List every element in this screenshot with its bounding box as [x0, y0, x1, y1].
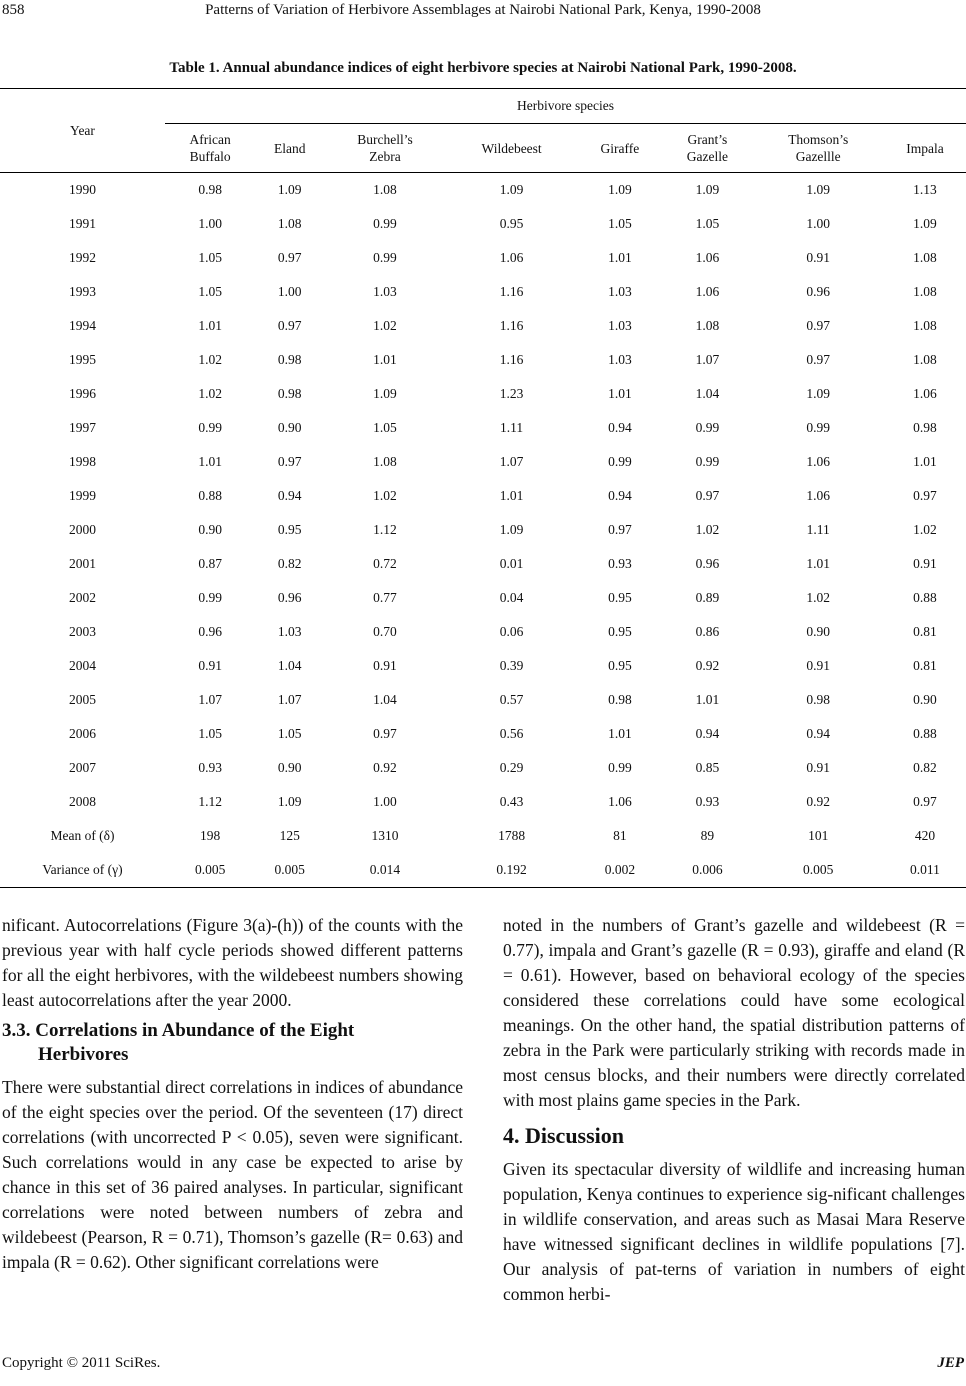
value-cell: 1310	[371, 828, 399, 843]
value-cell: 1.06	[806, 488, 831, 503]
value-cell: 0.72	[373, 556, 397, 571]
value-cell: 1.00	[277, 284, 302, 299]
species-header-line: Buffalo	[189, 149, 231, 164]
value-cell: 0.96	[198, 624, 222, 639]
value-cell: 0.88	[913, 590, 937, 605]
value-cell: 1.01	[198, 318, 222, 333]
year-cell: Mean of (δ)	[50, 828, 115, 843]
table-row	[0, 513, 966, 547]
value-cell: 0.97	[277, 250, 302, 265]
section-heading-line-2: Herbivores	[38, 1044, 129, 1065]
value-cell: 0.86	[695, 624, 720, 639]
value-cell: 1.08	[913, 250, 937, 265]
value-cell: 1.02	[373, 318, 397, 333]
table-row	[0, 819, 966, 853]
running-title: Patterns of Variation of Herbivore Assemblages at Nairobi National Park, Kenya, 1990-2008	[205, 2, 761, 18]
table-row	[0, 785, 966, 819]
value-cell: 0.99	[695, 454, 720, 469]
value-cell: 0.82	[913, 760, 937, 775]
value-cell: 1.04	[373, 692, 397, 707]
value-cell: 0.91	[198, 658, 222, 673]
value-cell: 1.02	[806, 590, 831, 605]
value-cell: 1.03	[608, 284, 632, 299]
value-cell: 0.90	[198, 522, 222, 537]
discussion-heading: 4. Discussion	[503, 1123, 625, 1148]
year-cell: 1993	[69, 284, 96, 299]
year-cell: 1991	[69, 216, 96, 231]
value-cell: 1.13	[913, 182, 937, 197]
year-cell: 2001	[69, 556, 96, 571]
species-header-line: Thomson’s	[788, 132, 849, 147]
value-cell: 1.06	[806, 454, 831, 469]
value-cell: 0.93	[695, 794, 720, 809]
value-cell: 0.94	[277, 488, 302, 503]
table-row	[0, 411, 966, 445]
value-cell: 1.08	[373, 182, 397, 197]
value-cell: 1.08	[695, 318, 720, 333]
value-cell: 0.99	[695, 420, 720, 435]
value-cell: 0.005	[165, 853, 255, 888]
section-heading-3-3	[2, 1019, 463, 1067]
value-cell: 1.01	[608, 250, 632, 265]
table-row	[0, 853, 966, 888]
value-cell: 1.01	[913, 454, 937, 469]
value-cell: 1.09	[608, 182, 632, 197]
species-header-line: African	[189, 132, 231, 147]
value-cell: 0.29	[499, 760, 524, 775]
value-cell: 1.09	[373, 386, 397, 401]
value-cell: 1.00	[198, 216, 222, 231]
value-cell: 0.97	[913, 794, 937, 809]
value-cell: 0.97	[277, 318, 302, 333]
right-paragraph-2: Given its spectacular diversity of wildlife and increasing human population, Kenya continues to experience sig-nificant challenges in wildlife conservation, and areas such as Masai Mara Reserve have witnessed significant declines in wildlife populations [7]. Our analysis of pat-terns of variation in numbers of eight common herbi-	[503, 1159, 965, 1304]
value-cell: 1.11	[500, 420, 524, 435]
value-cell: 0.94	[608, 488, 632, 503]
value-cell: 1.01	[806, 556, 831, 571]
value-cell: 0.04	[499, 590, 524, 605]
right-text-column	[503, 913, 965, 1307]
value-cell: 0.97	[695, 488, 720, 503]
value-cell: 1.06	[608, 794, 632, 809]
value-cell: 1.05	[198, 284, 222, 299]
value-cell: 0.92	[373, 760, 397, 775]
left-paragraph-1: nificant. Autocorrelations (Figure 3(a)-(h)) of the counts with the previous year with half cycle periods showed different patterns for all the eight herbivores, with the wildebeest numbers showing least autocorrelations after the year 2000.	[2, 915, 463, 1010]
value-cell: 1.01	[608, 386, 632, 401]
value-cell: 1.08	[277, 216, 302, 231]
species-header	[255, 124, 324, 173]
table-row	[0, 445, 966, 479]
year-cell: 1995	[69, 352, 96, 367]
year-cell: 2008	[69, 794, 96, 809]
value-cell: 420	[914, 828, 936, 843]
year-header: Year	[0, 89, 165, 173]
value-cell: 1.09	[277, 794, 302, 809]
year-cell: 2005	[69, 692, 96, 707]
year-cell: 1990	[69, 182, 96, 197]
value-cell: 0.90	[913, 692, 937, 707]
value-cell: 0.98	[277, 386, 302, 401]
value-cell: 0.98	[608, 692, 632, 707]
value-cell: 0.005	[753, 853, 884, 888]
value-cell: 0.002	[577, 853, 662, 888]
value-cell: 0.97	[373, 726, 397, 741]
species-header-line: Giraffe	[600, 140, 640, 156]
value-cell: 0.93	[198, 760, 222, 775]
value-cell: 1.03	[277, 624, 302, 639]
species-header-line: Impala	[906, 140, 944, 156]
table-caption: Table 1. Annual abundance indices of eight herbivore species at Nairobi National Park, 1990-2008.	[169, 60, 797, 76]
species-header	[324, 124, 446, 173]
year-cell: 2002	[69, 590, 96, 605]
table-row	[0, 751, 966, 785]
value-cell: 0.97	[608, 522, 632, 537]
table-row	[0, 377, 966, 411]
table-row	[0, 649, 966, 683]
value-cell: 1.16	[499, 352, 524, 367]
table-row	[0, 275, 966, 309]
value-cell: 0.98	[913, 420, 937, 435]
value-cell: 1.16	[499, 318, 524, 333]
value-cell: 0.91	[806, 250, 831, 265]
value-cell: 0.97	[277, 454, 302, 469]
value-cell: 0.85	[695, 760, 720, 775]
value-cell: 0.92	[695, 658, 720, 673]
value-cell: 1.01	[608, 726, 632, 741]
value-cell: 1.02	[913, 522, 937, 537]
value-cell: 0.96	[806, 284, 831, 299]
value-cell: 1.16	[499, 284, 524, 299]
value-cell: 1.09	[277, 182, 302, 197]
year-cell: 1992	[69, 250, 96, 265]
table-row	[0, 343, 966, 377]
value-cell: 0.43	[499, 794, 524, 809]
value-cell: 1.09	[806, 386, 831, 401]
year-cell: Variance of (γ)	[0, 853, 165, 888]
value-cell: 1.08	[913, 318, 937, 333]
table-row	[0, 173, 966, 208]
value-cell: 1.08	[913, 284, 937, 299]
year-cell: 2006	[69, 726, 96, 741]
journal-abbrev: JEP	[937, 1355, 964, 1371]
value-cell: 0.99	[198, 420, 222, 435]
value-cell: 0.98	[198, 182, 222, 197]
value-cell: 0.88	[913, 726, 937, 741]
value-cell: 0.014	[324, 853, 446, 888]
year-cell: 1999	[69, 488, 96, 503]
value-cell: 198	[200, 828, 221, 843]
value-cell: 0.95	[499, 216, 524, 231]
value-cell: 0.99	[373, 216, 397, 231]
value-cell: 0.99	[806, 420, 831, 435]
species-header	[884, 124, 966, 173]
value-cell: 0.96	[277, 590, 302, 605]
value-cell: 1.08	[913, 352, 937, 367]
value-cell: 1.05	[198, 250, 222, 265]
value-cell: 0.93	[608, 556, 632, 571]
value-cell: 0.94	[608, 420, 632, 435]
value-cell: 1.12	[373, 522, 397, 537]
abundance-table-wrapper	[0, 88, 966, 888]
value-cell: 0.90	[277, 420, 302, 435]
table-row	[0, 717, 966, 751]
value-cell: 0.99	[608, 760, 632, 775]
table-row	[0, 309, 966, 343]
value-cell: 0.01	[499, 556, 524, 571]
value-cell: 0.70	[373, 624, 397, 639]
table-row	[0, 683, 966, 717]
value-cell: 0.91	[373, 658, 397, 673]
value-cell: 0.81	[913, 658, 937, 673]
value-cell: 1.02	[695, 522, 720, 537]
species-header-line: Zebra	[369, 149, 401, 164]
value-cell: 0.95	[608, 590, 632, 605]
value-cell: 125	[279, 828, 300, 843]
value-cell: 1.06	[695, 284, 720, 299]
value-cell: 1.04	[277, 658, 302, 673]
value-cell: 1.23	[499, 386, 524, 401]
value-cell: 0.96	[695, 556, 720, 571]
value-cell: 0.87	[198, 556, 222, 571]
value-cell: 1.05	[198, 726, 222, 741]
value-cell: 0.56	[499, 726, 524, 741]
value-cell: 0.95	[277, 522, 302, 537]
value-cell: 0.97	[806, 318, 831, 333]
value-cell: 1.05	[608, 216, 632, 231]
value-cell: 1.00	[806, 216, 831, 231]
value-cell: 1.02	[373, 488, 397, 503]
value-cell: 1.06	[695, 250, 720, 265]
value-cell: 81	[613, 828, 627, 843]
table-row	[0, 615, 966, 649]
page-number: 858	[2, 2, 25, 18]
species-header-line: Gazellle	[795, 149, 841, 164]
table-row	[0, 207, 966, 241]
value-cell: 0.91	[913, 556, 937, 571]
copyright-notice: Copyright © 2011 SciRes.	[2, 1355, 161, 1371]
species-header-line: Gazelle	[686, 149, 728, 164]
value-cell: 0.90	[277, 760, 302, 775]
value-cell: 1.03	[608, 352, 632, 367]
value-cell: 1.07	[695, 352, 720, 367]
value-cell: 1.09	[806, 182, 831, 197]
value-cell: 0.81	[913, 624, 937, 639]
year-cell: 1998	[69, 454, 96, 469]
value-cell: 1.01	[695, 692, 720, 707]
abundance-table	[0, 88, 966, 888]
value-cell: 1.09	[695, 182, 720, 197]
value-cell: 0.97	[806, 352, 831, 367]
value-cell: 0.95	[608, 624, 632, 639]
table-row	[0, 581, 966, 615]
value-cell: 0.192	[446, 853, 578, 888]
value-cell: 0.06	[499, 624, 524, 639]
value-cell: 0.99	[373, 250, 397, 265]
species-header	[577, 124, 662, 173]
value-cell: 0.006	[662, 853, 752, 888]
value-cell: 0.95	[608, 658, 632, 673]
right-paragraph-1: noted in the numbers of Grant’s gazelle and wildebeest (R = 0.77), impala and Grant’s gazelle (R = 0.93), giraffe and eland (R = 0.61). However, based on behavioral ecology of the species considered these correlations could have some ecological meanings. On the other hand, the spatial distribution patterns of zebra in the Park were particularly striking with records made in most census blocks, and their numbers were directly correlated with most plains game species in the Park.	[503, 915, 965, 1110]
value-cell: 1.03	[373, 284, 397, 299]
value-cell: 0.011	[884, 853, 966, 888]
year-cell: 2003	[69, 624, 96, 639]
year-cell: 1997	[69, 420, 96, 435]
value-cell: 1.07	[499, 454, 524, 469]
value-cell: 1.01	[499, 488, 524, 503]
species-header	[165, 124, 255, 173]
value-cell: 1.06	[913, 386, 937, 401]
year-cell: 1996	[69, 386, 96, 401]
value-cell: 0.99	[608, 454, 632, 469]
value-cell: 1.05	[695, 216, 720, 231]
value-cell: 0.57	[499, 692, 524, 707]
table-row	[0, 547, 966, 581]
value-cell: 1.03	[608, 318, 632, 333]
value-cell: 0.97	[913, 488, 937, 503]
left-text-column	[2, 913, 463, 1275]
value-cell: 1.12	[198, 794, 222, 809]
value-cell: 1.07	[198, 692, 222, 707]
species-header-line: Grant’s	[687, 132, 728, 147]
species-header	[662, 124, 752, 173]
value-cell: 101	[808, 828, 829, 843]
species-header	[446, 124, 578, 173]
value-cell: 1.09	[499, 182, 524, 197]
left-paragraph-2: There were substantial direct correlations in indices of abundance of the eight species over the period. Of the seventeen (17) direct correlations (with uncorrected P < 0.05), seven were significant. Such correlations would in any case be expected to arise by chance in this set of 36 paired analyses. In particular, significant correlations were noted between numbers of zebra and wildebeest (Pearson, R = 0.71), Thomson’s gazelle (R= 0.63) and impala (R = 0.62). Other significant correlations were	[2, 1077, 463, 1272]
year-cell: 2000	[69, 522, 96, 537]
value-cell: 0.94	[806, 726, 831, 741]
value-cell: 1.02	[198, 352, 222, 367]
value-cell: 1.02	[198, 386, 222, 401]
value-cell: 1.07	[277, 692, 302, 707]
year-cell: 2004	[69, 658, 96, 673]
value-cell: 1.01	[373, 352, 397, 367]
value-cell: 0.88	[198, 488, 222, 503]
value-cell: 1.08	[373, 454, 397, 469]
value-cell: 89	[700, 828, 715, 843]
value-cell: 1.06	[499, 250, 524, 265]
species-header	[753, 124, 884, 173]
value-cell: 0.98	[277, 352, 302, 367]
value-cell: 0.82	[277, 556, 302, 571]
value-cell: 0.005	[255, 853, 324, 888]
value-cell: 1.11	[806, 522, 830, 537]
species-header-line: Burchell’s	[357, 132, 413, 147]
value-cell: 0.91	[806, 760, 831, 775]
value-cell: 0.98	[806, 692, 831, 707]
value-cell: 0.39	[499, 658, 524, 673]
value-cell: 1.09	[499, 522, 524, 537]
table-row	[0, 479, 966, 513]
value-cell: 0.90	[806, 624, 831, 639]
species-header-line: Eland	[273, 140, 306, 156]
value-cell: 0.92	[806, 794, 831, 809]
value-cell: 1.04	[695, 386, 720, 401]
species-group-header: Herbivore species	[165, 89, 966, 124]
value-cell: 0.99	[198, 590, 222, 605]
value-cell: 1.01	[198, 454, 222, 469]
value-cell: 1.00	[373, 794, 397, 809]
page-header	[0, 0, 966, 24]
value-cell: 1788	[498, 828, 526, 843]
value-cell: 0.77	[373, 590, 397, 605]
value-cell: 0.91	[806, 658, 831, 673]
value-cell: 1.05	[277, 726, 302, 741]
table-row	[0, 241, 966, 275]
value-cell: 1.05	[373, 420, 397, 435]
year-cell: 2007	[69, 760, 96, 775]
value-cell: 0.89	[695, 590, 720, 605]
value-cell: 0.94	[695, 726, 720, 741]
section-heading-line-1: 3.3. Correlations in Abundance of the Eight	[2, 1020, 355, 1041]
species-header-line: Wildebeest	[481, 140, 542, 156]
value-cell: 1.09	[913, 216, 937, 231]
year-cell: 1994	[69, 318, 96, 333]
